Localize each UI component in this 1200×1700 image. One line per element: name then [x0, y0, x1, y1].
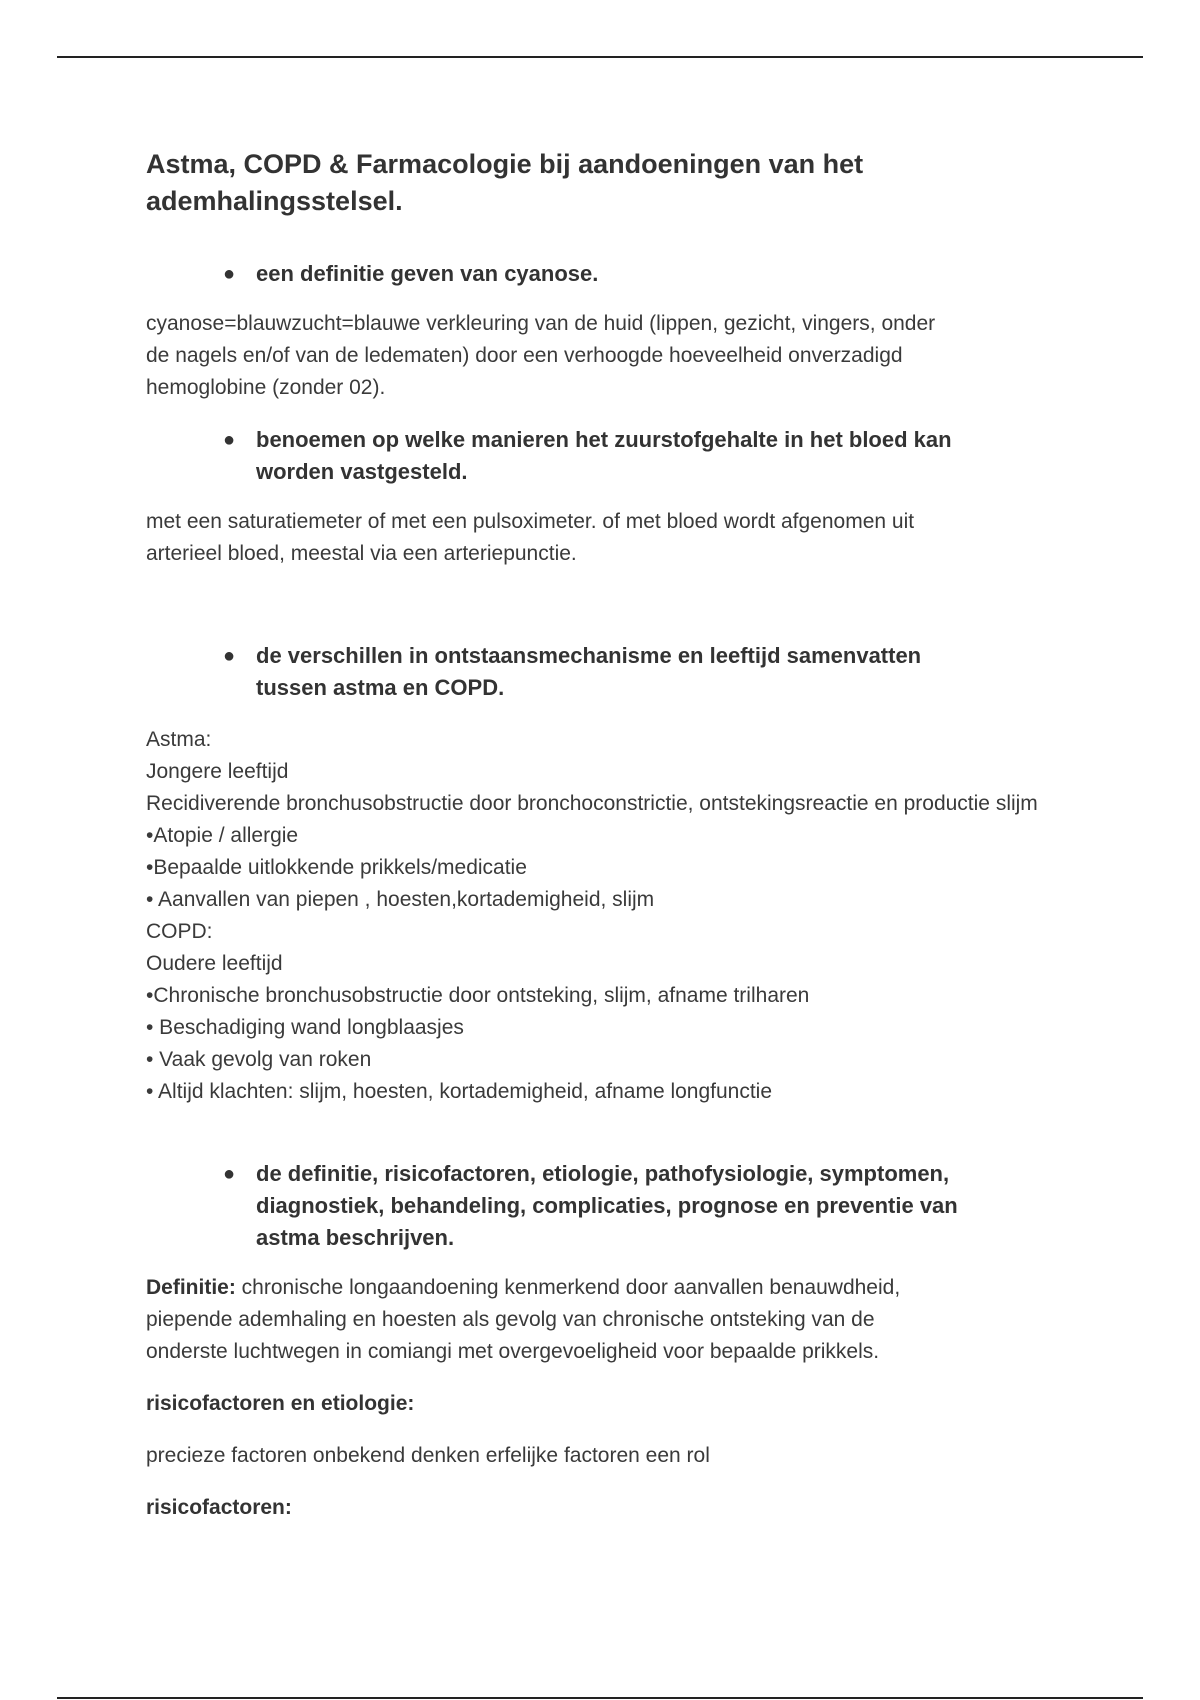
bullet-icon: ●	[223, 645, 236, 667]
answer-line: • Vaak gevolg van roken	[146, 1048, 372, 1071]
definition-line: piepende ademhaling en hoesten als gevolg van chronische ontsteking van de	[146, 1308, 875, 1331]
answer-line: de nagels en/of van de ledematen) door een verhoogde hoeveelheid onverzadigd	[146, 344, 903, 367]
risk-heading: risicofactoren:	[146, 1496, 292, 1519]
answer-line: arterieel bloed, meestal via een arteriepunctie.	[146, 542, 577, 565]
answer-oxygen	[146, 506, 1186, 570]
risk-etiology-heading: risicofactoren en etiologie:	[146, 1392, 415, 1415]
answer-line: •Bepaalde uitlokkende prikkels/medicatie	[146, 856, 527, 879]
answer-line: • Aanvallen van piepen , hoesten,kortademigheid, slijm	[146, 888, 655, 911]
question-line: worden vastgesteld.	[256, 459, 468, 484]
answer-line: met een saturatiemeter of met een pulsoximeter. of met bloed wordt afgenomen uit	[146, 510, 915, 533]
question-line: astma beschrijven.	[256, 1225, 455, 1250]
answer-line: cyanose=blauwzucht=blauwe verkleuring van de huid (lippen, gezicht, vingers, onder	[146, 312, 936, 335]
answer-line: Oudere leeftijd	[146, 952, 283, 975]
definition-label: Definitie:	[146, 1276, 236, 1299]
question-oxygen	[146, 424, 1036, 488]
bullet-icon: ●	[223, 263, 236, 285]
answer-line: •Chronische bronchusobstructie door ontsteking, slijm, afname trilharen	[146, 984, 810, 1007]
answer-astma-copd	[146, 724, 1186, 1108]
question-text: een definitie geven van cyanose.	[256, 261, 599, 286]
top-rule	[57, 56, 1143, 58]
answer-line: •Atopie / allergie	[146, 824, 299, 847]
bullet-icon: ●	[223, 429, 236, 451]
question-line: tussen astma en COPD.	[256, 675, 505, 700]
definition-text: chronische longaandoening kenmerkend door aanvallen benauwdheid,	[235, 1276, 901, 1299]
answer-cyanose	[146, 308, 1186, 404]
question-astma-copd	[146, 640, 1036, 704]
bottom-rule	[57, 1697, 1143, 1699]
answer-line: • Beschadiging wand longblaasjes	[146, 1016, 464, 1039]
bullet-icon: ●	[223, 1163, 236, 1185]
question-astma-description	[146, 1158, 1036, 1254]
answer-line: • Altijd klachten: slijm, hoesten, kortademigheid, afname longfunctie	[146, 1080, 773, 1103]
answer-line: Jongere leeftijd	[146, 760, 289, 783]
document-body	[146, 146, 1186, 1524]
definition-block	[146, 1272, 1186, 1368]
definition-line	[146, 1272, 1186, 1304]
question-line: diagnostiek, behandeling, complicaties, prognose en preventie van	[256, 1193, 958, 1218]
page-title: Astma, COPD & Farmacologie bij aandoeningen van het ademhalingsstelsel.	[146, 149, 864, 216]
question-line: de verschillen in ontstaansmechanisme en leeftijd samenvatten	[256, 643, 922, 668]
answer-line: hemoglobine (zonder 02).	[146, 376, 386, 399]
answer-line: Recidiverende bronchusobstructie door bronchoconstrictie, ontstekingsreactie en productie slijm	[146, 792, 1038, 815]
question-line: de definitie, risicofactoren, etiologie, pathofysiologie, symptomen,	[256, 1161, 950, 1186]
question-cyanose	[146, 258, 1036, 290]
definition-line: onderste luchtwegen in comiangi met overgevoeligheid voor bepaalde prikkels.	[146, 1340, 880, 1363]
answer-line: COPD:	[146, 920, 213, 943]
answer-line: Astma:	[146, 728, 212, 751]
risk-etiology-text: precieze factoren onbekend denken erfelijke factoren een rol	[146, 1444, 710, 1467]
question-line: benoemen op welke manieren het zuurstofgehalte in het bloed kan	[256, 427, 952, 452]
